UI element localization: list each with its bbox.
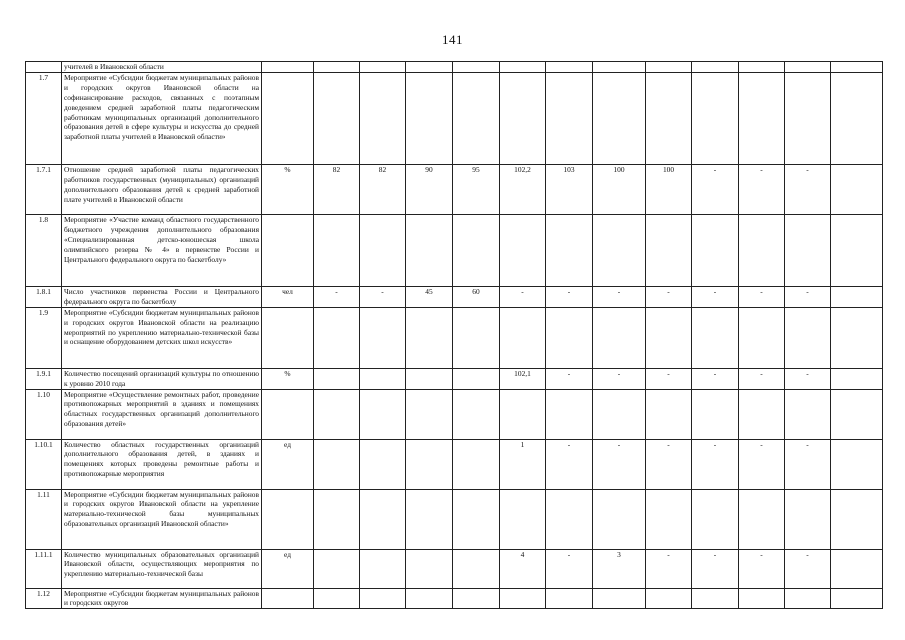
row-value-cell — [785, 214, 831, 286]
row-value-cell: 100 — [593, 164, 646, 214]
row-value-cell — [546, 489, 593, 549]
row-value-cell — [593, 489, 646, 549]
row-number-cell — [26, 62, 62, 73]
row-value-cell — [831, 164, 883, 214]
row-value-cell: - — [546, 549, 593, 588]
row-value-cell — [646, 307, 692, 368]
row-value-cell: - — [646, 368, 692, 389]
row-value-cell — [360, 72, 406, 164]
row-unit-cell — [262, 307, 314, 368]
row-value-cell — [785, 72, 831, 164]
row-value-cell — [314, 72, 360, 164]
row-value-cell — [831, 307, 883, 368]
row-value-cell — [500, 307, 546, 368]
row-value-cell: 102,2 — [500, 164, 546, 214]
row-value-cell: - — [646, 549, 692, 588]
row-value-cell — [453, 389, 500, 439]
row-value-cell: - — [739, 439, 785, 489]
row-number-cell: 1.10.1 — [26, 439, 62, 489]
row-value-cell — [785, 588, 831, 609]
row-value-cell — [360, 62, 406, 73]
row-value-cell: - — [739, 549, 785, 588]
row-number-cell: 1.8.1 — [26, 286, 62, 307]
row-value-cell — [831, 439, 883, 489]
row-value-cell — [692, 588, 739, 609]
row-value-cell — [314, 588, 360, 609]
row-description-cell: Количество муниципальных образовательных организаций Ивановской области, осуществляющих мероприятия по укреплению материально-технической базы — [62, 549, 262, 588]
row-value-cell — [593, 62, 646, 73]
row-value-cell: - — [360, 286, 406, 307]
row-value-cell — [453, 307, 500, 368]
table-row — [26, 389, 883, 439]
row-value-cell — [406, 549, 453, 588]
row-value-cell: - — [785, 368, 831, 389]
table-row — [26, 62, 883, 73]
row-number-cell: 1.7 — [26, 72, 62, 164]
row-value-cell — [692, 389, 739, 439]
row-value-cell — [831, 489, 883, 549]
row-value-cell — [500, 588, 546, 609]
row-value-cell — [546, 72, 593, 164]
row-value-cell — [546, 214, 593, 286]
row-unit-cell: % — [262, 164, 314, 214]
table-row — [26, 286, 883, 307]
row-value-cell — [453, 214, 500, 286]
row-number-cell: 1.7.1 — [26, 164, 62, 214]
row-unit-cell — [262, 389, 314, 439]
row-unit-cell — [262, 72, 314, 164]
table-row — [26, 368, 883, 389]
row-value-cell — [406, 588, 453, 609]
row-value-cell — [646, 489, 692, 549]
row-value-cell — [831, 389, 883, 439]
row-unit-cell — [262, 214, 314, 286]
row-value-cell — [314, 489, 360, 549]
row-value-cell — [314, 62, 360, 73]
row-value-cell — [593, 72, 646, 164]
row-value-cell — [500, 489, 546, 549]
row-value-cell — [406, 368, 453, 389]
row-value-cell — [406, 389, 453, 439]
row-value-cell — [314, 368, 360, 389]
row-value-cell — [453, 62, 500, 73]
row-value-cell: - — [785, 549, 831, 588]
row-value-cell — [831, 214, 883, 286]
row-value-cell — [831, 286, 883, 307]
row-value-cell — [831, 62, 883, 73]
row-value-cell: 1 — [500, 439, 546, 489]
row-number-cell: 1.11 — [26, 489, 62, 549]
row-value-cell — [406, 214, 453, 286]
row-value-cell — [360, 489, 406, 549]
row-value-cell: - — [692, 368, 739, 389]
table-row — [26, 489, 883, 549]
row-description-cell: Мероприятие «Участие команд областного государственного бюджетного учреждения дополнительного образования «Специализированная детско-юношеская школа олимпийского резерва № 4» в первенстве России и Центрального федерального округа по баскетболу» — [62, 214, 262, 286]
row-unit-cell: % — [262, 368, 314, 389]
row-description-cell: Мероприятие «Осуществление ремонтных работ, проведение противопожарных мероприятий в зданиях и помещениях областных государственных организаций дополнительного образования детей» — [62, 389, 262, 439]
row-value-cell — [831, 72, 883, 164]
row-value-cell — [739, 62, 785, 73]
row-value-cell — [646, 62, 692, 73]
row-value-cell: - — [314, 286, 360, 307]
row-description-cell: Мероприятие «Субсидии бюджетам муниципальных районов и городских округов Ивановской области на укрепление материально-технической базы муниципальных образовательных организаций Ивановской области» — [62, 489, 262, 549]
row-value-cell — [593, 307, 646, 368]
row-value-cell: - — [785, 439, 831, 489]
row-value-cell: 4 — [500, 549, 546, 588]
row-value-cell — [406, 489, 453, 549]
row-value-cell — [785, 307, 831, 368]
row-value-cell — [500, 214, 546, 286]
row-unit-cell: ед — [262, 549, 314, 588]
row-number-cell: 1.9.1 — [26, 368, 62, 389]
row-value-cell — [314, 439, 360, 489]
row-description-cell: Отношение средней заработной платы педагогических работников государственных (муниципальных) организаций дополнительного образования детей к средней заработной плате учителей в Ивановской области — [62, 164, 262, 214]
row-value-cell: - — [785, 164, 831, 214]
row-value-cell — [546, 588, 593, 609]
row-value-cell — [360, 439, 406, 489]
row-value-cell — [406, 439, 453, 489]
row-value-cell: - — [739, 368, 785, 389]
row-value-cell: - — [692, 439, 739, 489]
row-value-cell — [546, 62, 593, 73]
row-value-cell — [453, 439, 500, 489]
page-number: 141 — [442, 32, 463, 47]
row-value-cell: 3 — [593, 549, 646, 588]
row-value-cell: 95 — [453, 164, 500, 214]
row-value-cell — [360, 549, 406, 588]
table-row — [26, 307, 883, 368]
row-value-cell — [314, 549, 360, 588]
row-value-cell: - — [546, 368, 593, 389]
row-number-cell: 1.9 — [26, 307, 62, 368]
row-value-cell: - — [593, 439, 646, 489]
row-value-cell — [546, 307, 593, 368]
row-value-cell: 60 — [453, 286, 500, 307]
row-value-cell — [360, 214, 406, 286]
row-value-cell — [453, 588, 500, 609]
row-value-cell — [831, 549, 883, 588]
row-unit-cell: ед — [262, 439, 314, 489]
row-value-cell: - — [739, 164, 785, 214]
row-value-cell — [692, 307, 739, 368]
row-value-cell: - — [692, 286, 739, 307]
row-value-cell — [739, 489, 785, 549]
table-row — [26, 549, 883, 588]
indicator-table — [25, 61, 883, 609]
row-value-cell — [692, 62, 739, 73]
row-unit-cell — [262, 62, 314, 73]
row-value-cell — [831, 368, 883, 389]
row-value-cell — [500, 62, 546, 73]
row-value-cell: 82 — [360, 164, 406, 214]
table-row — [26, 164, 883, 214]
row-value-cell — [692, 214, 739, 286]
row-description-cell: Мероприятие «Субсидии бюджетам муниципальных районов и городских округов Ивановской области на софинансирование расходов, связанных с поэтапным доведением средней заработной платы педагогическим работникам муниципальных организаций дополнительного образования детей в сфере культуры и искусства до средней заработной платы учителей в Ивановской области» — [62, 72, 262, 164]
row-value-cell — [360, 368, 406, 389]
row-description-cell: Мероприятие «Субсидии бюджетам муниципальных районов и городских округов — [62, 588, 262, 609]
row-value-cell — [314, 214, 360, 286]
row-number-cell: 1.12 — [26, 588, 62, 609]
row-description-cell: Число участников первенства России и Центрального федерального округа по баскетболу — [62, 286, 262, 307]
row-description-cell: Количество областных государственных организаций дополнительного образования детей, в зданиях и помещениях которых проведены ремонтные работы и противопожарные мероприятия — [62, 439, 262, 489]
row-number-cell: 1.8 — [26, 214, 62, 286]
row-value-cell: - — [500, 286, 546, 307]
row-value-cell: - — [546, 286, 593, 307]
row-value-cell: - — [785, 286, 831, 307]
table-row — [26, 588, 883, 609]
row-value-cell — [739, 588, 785, 609]
row-value-cell: - — [593, 368, 646, 389]
row-value-cell: - — [646, 439, 692, 489]
row-number-cell: 1.10 — [26, 389, 62, 439]
row-value-cell: - — [739, 286, 785, 307]
row-value-cell — [500, 72, 546, 164]
row-value-cell: 100 — [646, 164, 692, 214]
row-value-cell — [546, 389, 593, 439]
row-value-cell — [692, 72, 739, 164]
table-row — [26, 214, 883, 286]
row-value-cell — [646, 214, 692, 286]
row-description-cell: Мероприятие «Субсидии бюджетам муниципальных районов и городских округов Ивановской области на реализацию мероприятий по укреплению материально-технической базы и оснащение оборудованием детских школ искусств» — [62, 307, 262, 368]
row-value-cell: - — [646, 286, 692, 307]
row-value-cell: - — [692, 164, 739, 214]
row-value-cell: 103 — [546, 164, 593, 214]
row-value-cell — [360, 588, 406, 609]
row-value-cell — [831, 588, 883, 609]
row-unit-cell — [262, 588, 314, 609]
row-value-cell — [453, 489, 500, 549]
row-value-cell — [360, 389, 406, 439]
table-row — [26, 439, 883, 489]
row-value-cell — [453, 368, 500, 389]
row-value-cell — [739, 307, 785, 368]
row-value-cell: - — [692, 549, 739, 588]
row-value-cell: 45 — [406, 286, 453, 307]
row-value-cell: 102,1 — [500, 368, 546, 389]
row-value-cell — [453, 72, 500, 164]
row-value-cell — [453, 549, 500, 588]
table-row — [26, 72, 883, 164]
row-value-cell — [406, 72, 453, 164]
row-value-cell — [646, 389, 692, 439]
row-number-cell: 1.11.1 — [26, 549, 62, 588]
row-value-cell — [692, 489, 739, 549]
row-value-cell: - — [593, 286, 646, 307]
row-value-cell — [314, 389, 360, 439]
row-unit-cell: чел — [262, 286, 314, 307]
row-value-cell — [406, 62, 453, 73]
row-value-cell — [593, 588, 646, 609]
row-value-cell — [360, 307, 406, 368]
row-description-cell: Количество посещений организаций культуры по отношению к уровню 2010 года — [62, 368, 262, 389]
row-value-cell — [646, 72, 692, 164]
row-value-cell — [314, 307, 360, 368]
row-value-cell — [785, 489, 831, 549]
row-value-cell — [646, 588, 692, 609]
row-value-cell — [785, 62, 831, 73]
row-value-cell: 82 — [314, 164, 360, 214]
row-value-cell — [739, 214, 785, 286]
row-value-cell — [739, 389, 785, 439]
row-value-cell — [739, 72, 785, 164]
row-value-cell — [593, 389, 646, 439]
row-description-cell: учителей в Ивановской области — [62, 62, 262, 73]
row-value-cell — [593, 214, 646, 286]
row-value-cell — [500, 389, 546, 439]
row-value-cell: - — [546, 439, 593, 489]
row-unit-cell — [262, 489, 314, 549]
row-value-cell — [406, 307, 453, 368]
row-value-cell: 90 — [406, 164, 453, 214]
row-value-cell — [785, 389, 831, 439]
